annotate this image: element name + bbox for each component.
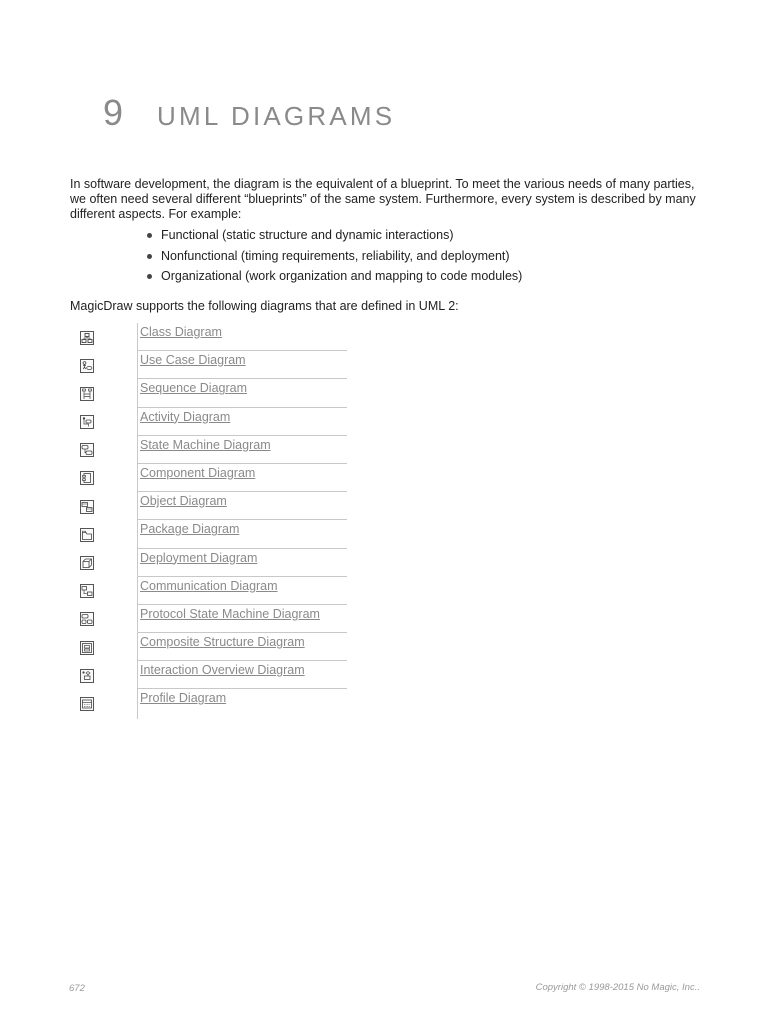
- page-number: 672: [69, 983, 85, 994]
- sequence-diagram-icon: [80, 387, 94, 401]
- bullet-text: Nonfunctional (timing requirements, reliability, and deployment): [161, 248, 510, 263]
- use-case-diagram-icon: [80, 359, 94, 373]
- bullet-text: Organizational (work organization and mapping to code modules): [161, 269, 523, 283]
- icon-cell: [70, 633, 138, 661]
- icon-cell: [70, 351, 138, 379]
- bullet-text: Functional (static structure and dynamic interactions): [161, 228, 454, 242]
- diagram-table: [70, 323, 347, 719]
- table-row: [70, 351, 347, 379]
- deployment-diagram-icon: [80, 556, 94, 570]
- link-cell: [138, 661, 348, 689]
- icon-cell: [70, 548, 138, 576]
- table-row: [70, 435, 347, 463]
- diagram-link[interactable]: Profile Diagram: [140, 691, 227, 706]
- protocol-state-machine-diagram-icon: [80, 612, 94, 626]
- diagram-link[interactable]: State Machine Diagram: [140, 437, 271, 452]
- icon-cell: [70, 463, 138, 491]
- object-diagram-icon: [80, 500, 94, 514]
- link-cell: [138, 633, 348, 661]
- table-row: [70, 604, 347, 632]
- table-row: [70, 689, 347, 719]
- link-cell: [138, 463, 348, 491]
- copyright-notice: Copyright © 1998-2015 No Magic, Inc..: [535, 982, 700, 993]
- intro-paragraph: In software development, the diagram is the equivalent of a blueprint. To meet the various needs of many parties, we often need several different “blueprints” of the same system. Furthermore, every system is described by many different aspects. For example:: [70, 177, 696, 221]
- class-diagram-icon: [80, 331, 94, 345]
- link-cell: [138, 435, 348, 463]
- icon-cell: [70, 379, 138, 407]
- link-cell: [138, 351, 348, 379]
- bullet-icon: [147, 233, 152, 238]
- link-cell: [138, 379, 348, 407]
- link-cell: [138, 520, 348, 548]
- table-row: [70, 323, 347, 351]
- diagram-link[interactable]: Sequence Diagram: [140, 381, 248, 396]
- aspects-list: [147, 228, 522, 290]
- chapter-heading: [103, 92, 395, 134]
- list-item: [147, 228, 522, 249]
- chapter-number: 9: [103, 92, 124, 133]
- diagram-link[interactable]: Class Diagram: [140, 325, 222, 339]
- table-row: [70, 548, 347, 576]
- icon-cell: [70, 492, 138, 520]
- chapter-title: UML DIAGRAMS: [157, 101, 396, 131]
- icon-cell: [70, 576, 138, 604]
- table-row: [70, 633, 347, 661]
- diagram-link[interactable]: Protocol State Machine Diagram: [140, 606, 320, 621]
- bullet-icon: [147, 254, 152, 259]
- diagram-link[interactable]: Deployment Diagram: [140, 550, 258, 565]
- icon-cell: [70, 604, 138, 632]
- icon-cell: [70, 520, 138, 548]
- communication-diagram-icon: [80, 584, 94, 598]
- package-diagram-icon: [80, 528, 94, 542]
- table-row: [70, 407, 347, 435]
- icon-cell: [70, 661, 138, 689]
- link-cell: [138, 689, 348, 719]
- profile-diagram-icon: [80, 697, 94, 711]
- table-row: [70, 379, 347, 407]
- diagram-link[interactable]: Use Case Diagram: [140, 353, 246, 368]
- icon-cell: [70, 435, 138, 463]
- table-row: [70, 576, 347, 604]
- icon-cell: [70, 323, 138, 351]
- diagram-link[interactable]: Activity Diagram: [140, 409, 231, 424]
- diagram-link[interactable]: Component Diagram: [140, 465, 256, 480]
- diagram-link[interactable]: Interaction Overview Diagram: [140, 663, 305, 678]
- diagram-link[interactable]: Composite Structure Diagram: [140, 635, 305, 650]
- component-diagram-icon: [80, 471, 94, 485]
- table-row: [70, 492, 347, 520]
- bullet-icon: [147, 274, 152, 279]
- diagram-link[interactable]: Object Diagram: [140, 494, 227, 509]
- link-cell: [138, 576, 348, 604]
- icon-cell: [70, 689, 138, 719]
- link-cell: [138, 323, 348, 351]
- activity-diagram-icon: [80, 415, 94, 429]
- list-item: [147, 249, 522, 270]
- link-cell: [138, 604, 348, 632]
- link-cell: [138, 492, 348, 520]
- supports-paragraph: MagicDraw supports the following diagrams that are defined in UML 2:: [70, 299, 459, 313]
- diagram-link[interactable]: Communication Diagram: [140, 578, 278, 593]
- list-item: [147, 269, 522, 290]
- diagram-link[interactable]: Package Diagram: [140, 522, 240, 537]
- table-row: [70, 463, 347, 491]
- composite-structure-diagram-icon: [80, 641, 94, 655]
- table-row: [70, 520, 347, 548]
- link-cell: [138, 407, 348, 435]
- table-row: [70, 661, 347, 689]
- link-cell: [138, 548, 348, 576]
- interaction-overview-diagram-icon: [80, 669, 94, 683]
- icon-cell: [70, 407, 138, 435]
- state-machine-diagram-icon: [80, 443, 94, 457]
